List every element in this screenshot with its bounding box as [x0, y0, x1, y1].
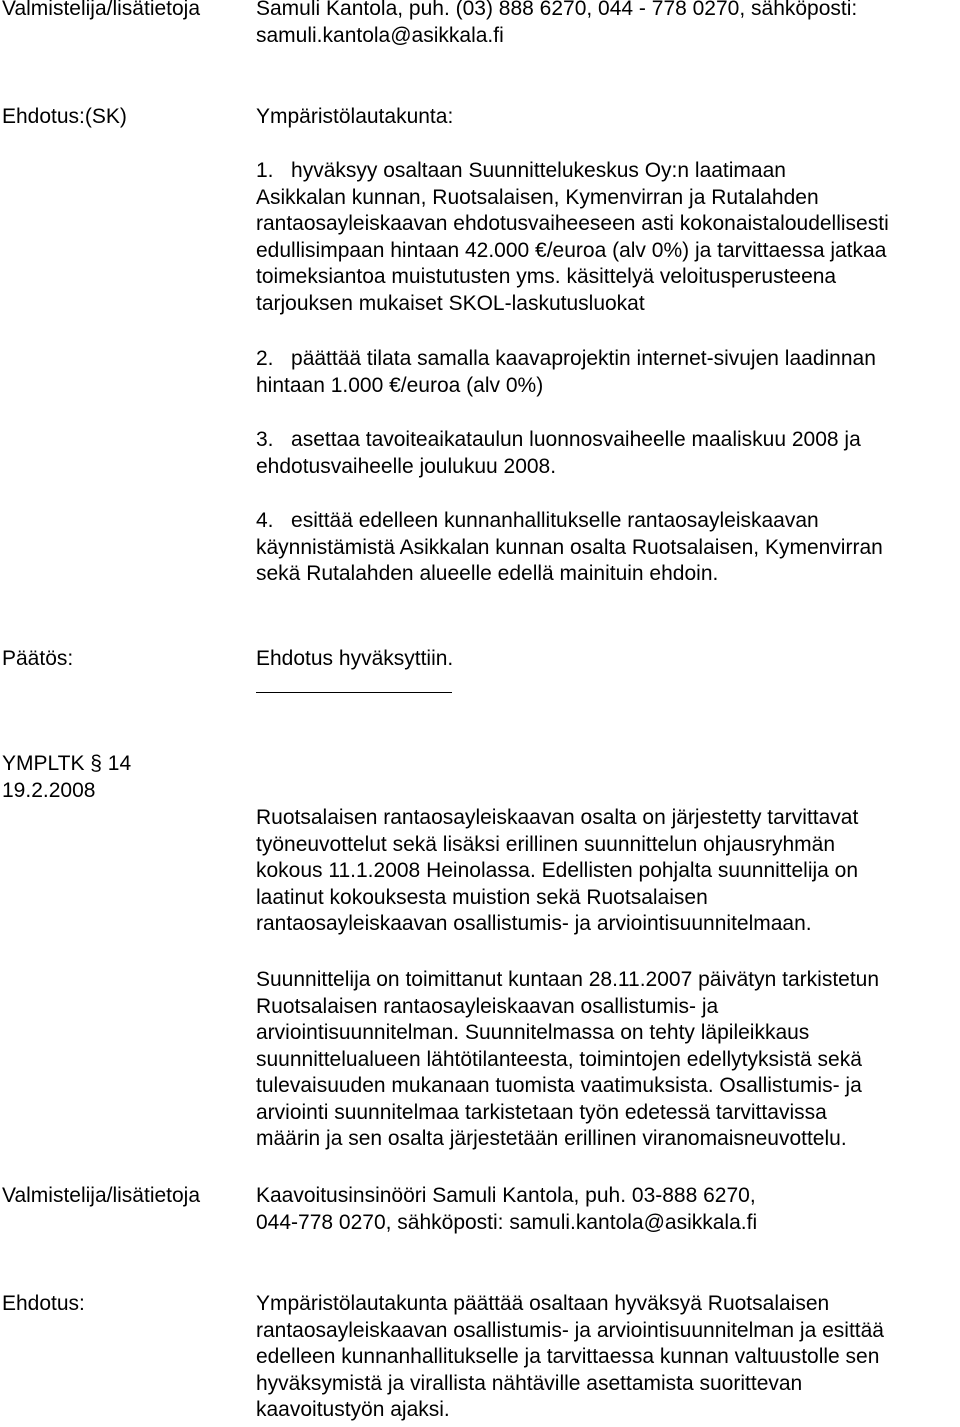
valmistelija-text-2: Kaavoitusinsinööri Samuli Kantola, puh. 03-888 6270, 044-778 0270, sähköposti: samuli.kantola@asikkala.fi	[256, 1184, 758, 1234]
section-divider	[256, 692, 452, 693]
proposal-item-4-text: 4. esittää edelleen kunnanhallitukselle rantaosayleiskaavan käynnistämistä Asikkalan kunnan osalta Ruotsalaisen, Kymenvirran sekä Rutalahden alueelle edellä mainituin ehdoin.	[256, 509, 883, 585]
valmistelija-label-2: Valmistelija/lisätietoja	[2, 1184, 201, 1207]
paatos-label: Päätös:	[2, 647, 74, 670]
meeting-date: 19.2.2008	[2, 778, 96, 802]
meeting-code: YMPLTK § 14	[2, 752, 132, 775]
ehdotus-label-2: Ehdotus:	[2, 1292, 85, 1315]
proposal-item-3-text: 3. asettaa tavoiteaikataulun luonnosvaiheelle maaliskuu 2008 ja ehdotusvaiheelle joulukuu 2008.	[256, 428, 861, 478]
ehdotus-label-1: Ehdotus:(SK)	[2, 105, 127, 128]
proposal-item-2-text: 2. päättää tilata samalla kaavaprojektin internet-sivujen laadinnan hintaan 1.000 €/euroa (alv 0%)	[256, 347, 876, 397]
paatos-text: Ehdotus hyväksyttiin.	[256, 647, 454, 670]
valmistelija-label-1: Valmistelija/lisätietoja	[2, 0, 201, 20]
ehdotus-text-2: Ympäristölautakunta päättää osaltaan hyväksyä Ruotsalaisen rantaosayleiskaavan osallistumis- ja arviointisuunnitelman ja esittää edelleen kunnanhallitukselle ja tarvittaessa kunnan valtuustolle sen hyväksymistä ja virallista nähtäville asettamista suorittevan kaavoitustyön ajaksi.	[256, 1292, 884, 1421]
ehdotus-heading-1: Ympäristölautakunta:	[256, 105, 454, 128]
meeting-ref	[2, 751, 131, 804]
proposal-item-1-text: 1. hyväksyy osaltaan Suunnittelukeskus Oy:n laatimaan Asikkalan kunnan, Ruotsalaisen, Kymenvirran ja Rutalahden rantaosayleiskaavan ehdotusvaiheeseen asti kokonaistaloudellisesti edullisimpaan hintaan 42.000 €/euroa (alv 0%) ja tarvittaessa jatkaa toimeksiantoa muistutusten yms. käsittelyä veloitusperusteena tarjouksen mukaiset SKOL-laskutusluokat	[256, 159, 889, 315]
valmistelija-text-1: Samuli Kantola, puh. (03) 888 6270, 044 - 778 0270, sähköposti: samuli.kantola@asikkala.fi	[256, 0, 858, 47]
paragraph-1: Ruotsalaisen rantaosayleiskaavan osalta on järjestetty tarvittavat työneuvottelut sekä lisäksi erillinen suunnittelun ohjausryhmän kokous 11.1.2008 Heinolassa. Edellisten pohjalta suunnittelija on laatinut kokouksesta muistion sekä Ruotsalaisen rantaosayleiskaavan osallistumis- ja arviointisuunnitelmaan.	[256, 806, 859, 935]
paragraph-2: Suunnittelija on toimittanut kuntaan 28.11.2007 päivätyn tarkistetun Ruotsalaisen rantaosayleiskaavan osallistumis- ja arviointisuunnitelman. Suunnitelmassa on tehty läpileikkaus suunnittelualueen lähtötilanteesta, toimintojen edellytyksistä sekä tulevaisuuden mukanaan tuomista vaatimuksista. Osallistumis- ja arviointi suunnitelmaa tarkistetaan työn edetessä tarvittavissa määrin ja sen osalta järjestetään erillinen viranomaisneuvottelu.	[256, 968, 880, 1150]
